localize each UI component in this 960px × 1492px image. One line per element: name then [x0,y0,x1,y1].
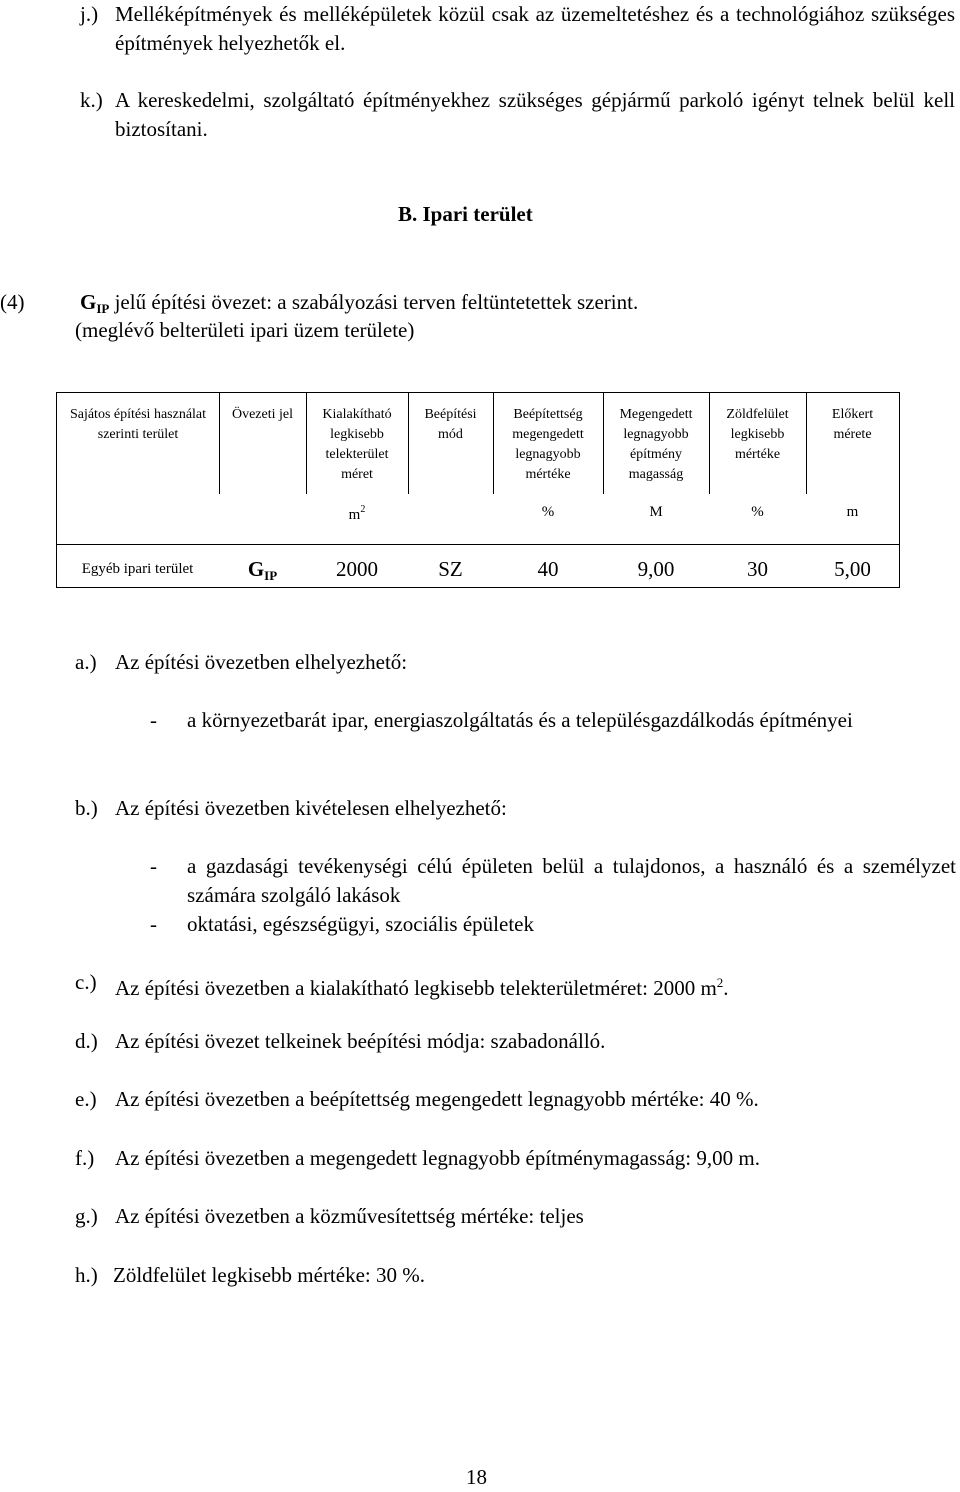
item-e-label: e.) [75,1087,97,1111]
unit-min-lot: $m^2$ [348,504,366,523]
item-c-label: c.) [75,970,97,994]
bullet-dash: - [150,912,157,936]
unit-height: M [649,504,663,520]
cell-mode: SZ [438,557,463,581]
item-b-text: Az építési övezetben kivételesen elhelyezhető: [115,796,507,820]
item-a-text: Az építési övezetben elhelyezhető: [115,650,408,674]
item-f-label: f.) [75,1146,95,1170]
zone-line2: (meglévő belterületi ipari üzem területe) [75,318,415,342]
cell-height: 9,00 [637,557,675,581]
item-g-text: Az építési övezetben a közművesítettség mértéke: teljes [115,1204,584,1228]
header-mode: Beépítési mód [424,407,477,442]
zone-line1: jelű építési övezet: a szabályozási terven feltüntetettek szerint. [114,290,639,314]
item-a-bullet-1: a környezetbarát ipar, energiaszolgáltatás és a településgazdálkodás építményei [187,708,853,732]
bullet-dash: - [150,854,157,878]
unit-green: % [751,504,764,520]
item-e-text: Az építési övezetben a beépítettség megengedett legnagyobb mértéke: 40 %. [115,1087,759,1111]
item-h-label: h.) [75,1263,98,1287]
unit-coverage: % [541,504,555,520]
unit-front-yard: m [846,504,859,520]
bullet-dash: - [150,708,157,732]
cell-green: 30 [747,557,768,581]
cell-min-lot: 2000 [336,557,378,581]
header-height: Megengedett legnagyobb építmény magasság [619,407,693,482]
header-coverage: Beépítettség megengedett legnagyobb mértéke [512,407,584,482]
header-area: Sajátos építési használat szerinti terület [69,407,207,442]
header-green: Zöldfelület legkisebb mértéke [726,407,789,462]
zone-code: $G_{IP}$ [80,290,110,316]
cell-front-yard: 5,00 [834,557,871,581]
section-title: B. Ipari terület [398,202,533,226]
header-front-yard: Előkert mérete [831,407,874,442]
item-b-label: b.) [75,796,98,820]
zone-number: (4) [0,290,25,314]
cell-coverage: 40 [537,557,559,581]
item-g-label: g.) [75,1204,98,1228]
page-number: 18 [466,1465,487,1489]
item-a-label: a.) [75,650,97,674]
cell-zone-code: $G_{IP}$ [247,557,278,583]
header-min-lot: Kialakítható legkisebb telekterület méret [322,407,392,482]
paragraph-j-text: Melléképítmények és melléképületek közül csak az üzemeltetéshez és a technológiához szükséges építmények helyezhetők el. [115,2,955,55]
paragraph-k-text: A kereskedelmi, szolgáltató építményekhez szükséges gépjármű parkoló igényt telnek belül kell biztosítani. [115,88,955,141]
header-zone-code: Övezeti jel [231,407,294,422]
paragraph-k-label: k.) [80,88,103,112]
item-b-bullet-2: oktatási, egészségügyi, szociális épületek [187,912,534,936]
item-d-text: Az építési övezet telkeinek beépítési módja: szabadonálló. [115,1029,606,1053]
item-f-text: Az építési övezetben a megengedett legnagyobb építménymagasság: 9,00 m. [115,1146,760,1170]
paragraph-j-label: j.) [80,2,99,26]
cell-area: Egyéb ipari terület [81,561,194,577]
item-d-label: d.) [75,1029,98,1053]
item-c-text: Az építési övezetben a kialakítható legkisebb telekterületméret: 2000 $m^2$. [115,975,729,1000]
item-h-text: Zöldfelület legkisebb mértéke: 30 %. [113,1263,425,1287]
item-b-bullet-1: a gazdasági tevékenységi célú épületen belül a tulajdonos, a használó és a személyzet számára szolgáló lakások [187,854,956,907]
zoning-table [56,392,900,588]
